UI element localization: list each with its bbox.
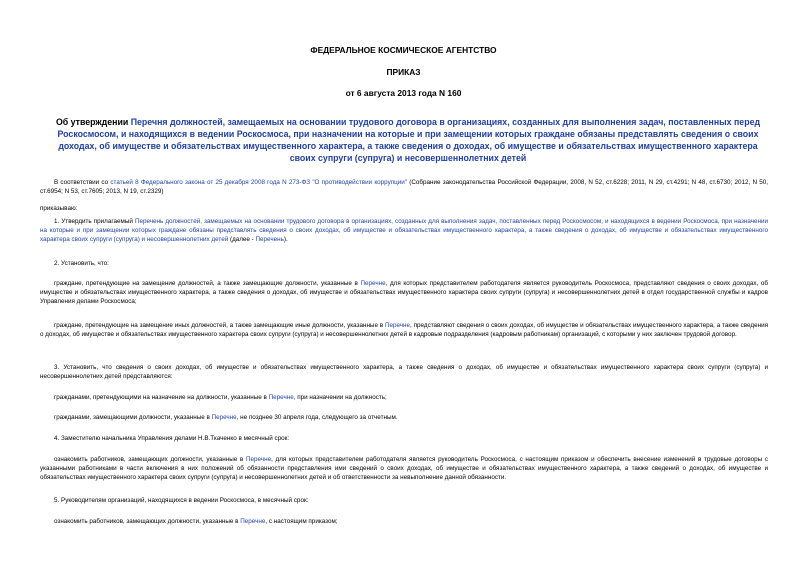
prikazyvayu-text: приказываю: [40,205,78,212]
p1-text-1: 1. Утвердить прилагаемый [54,218,135,225]
paragraph-3: 3. Установить, что сведения о своих доходах, об имуществе и обязательствах имущественного характера, а также сведения о доходах, об имуществе и обязательствах имущественного характера своих супруги (супруга) и несовершеннолетних детей представляются: [40,364,768,380]
p1-perechen-short-link[interactable]: Перечень [255,235,284,243]
p2b-text-2: , представляют сведения о своих доходах, об имуществе и обязательствах имущественного характера, а также сведения о доходах, об имуществе и обязательствах имущественного характера своих супруги (супруга) и несовершеннолетних детей в кадровые подразделения (кадровым работникам) организаций, с которыми у них заключен трудовой договор. [40,322,768,338]
paragraph-5a [40,518,768,527]
p3a-text-2: , при назначении на должность; [293,394,387,401]
p5a-text-1: ознакомить работников, замещающих должности, указанные в [54,518,241,525]
paragraph-2a [40,280,768,307]
paragraph-4: 4. Заместителю начальника Управления делами Н.В.Ткаченко в месячный срок: [54,435,290,442]
paragraph-2b [40,322,768,340]
paragraph-3b [40,414,768,423]
p4a-perechne-link[interactable]: Перечне [245,456,272,463]
paragraph-1 [40,218,768,245]
intro-text-2: (Собрание законодательства Российской Федерации, 2008, N 52, ст.6228; 2011, N 29, ст.4291; N 48, ст.6730; 2012, N 50, ст.6954; N 53, ст.7605; 2013, N 19, ст.2329) [40,179,768,195]
p3b-text-2: , не позднее 30 апреля года, следующего за отчетным. [236,414,398,421]
paragraph-3a [40,394,768,403]
title-prefix: Об утверждении [55,117,131,127]
p4a-text-1: ознакомить работников, замещающих должности, указанные в [54,456,246,463]
p2b-text-1: граждане, претендующие на замещение иных должностей, а также замещающие иные должности, указанные в [54,322,385,329]
p1-perechen-link[interactable]: Перечень должностей, замещаемых на основании трудового договора в организациях, созданных для выполнения задач, поставленных перед Роскосмосом, и находящихся в ведении Роскосмоса, при назначении на которые и при замещении которых граждане обязаны представлять сведения о своих доходах, об имуществе и обязательствах имущественного характера, а также сведения о доходах, об имуществе и обязательствах имущественного характера своих супруги (супруга) и несовершеннолетних детей [40,218,769,243]
paragraph-5: 5. Руководителям организаций, находящихся в ведении Роскосмоса, в месячный срок: [54,497,309,504]
p2a-text-1: граждане, претендующие на замещение должностей, а также замещающие должности, указанные в [54,280,361,287]
document-title [52,116,764,164]
p3b-perechne-link[interactable]: Перечне [211,414,237,421]
p2a-text-2: , для которых представителем работодателя является руководитель Роскосмоса, представляют сведения о своих доходах, об имуществе и обязательствах имущественного характера, а также сведения о доходах, об имуществе и обязательствах имущественного характера своих супруги (супруга) и несовершеннолетних детей в отдел государственной службы и кадров Управления делами Роскосмоса; [40,280,769,305]
p4a-text-2: , для которых представителем работодателя является руководитель Роскосмоса, с настоящим приказом и обеспечить внесение изменений в трудовые договоры с указанными работниками в части включения в них положений об обязанности представления ими сведений о своих доходах, об имуществе и обязательствах имущественного характера, а также сведений о доходах, об имуществе и обязательствах имущественного характера своих супруги (супруга) и несовершеннолетних детей и об ответственности за невыполнение данной обязанности. [40,456,768,481]
p3a-text-1: гражданами, претендующими на назначение на должности, указанные в [54,394,269,401]
p5a-perechne-link[interactable]: Перечне [240,518,266,525]
intro-text-1: В соответствии со [54,179,111,186]
doc-type-heading: ПРИКАЗ [386,67,421,77]
title-link[interactable]: Перечня должностей, замещаемых на основании трудового договора в организациях, созданных для выполнения задач, поставленных перед Роскосмосом, и находящихся в ведении Роскосмоса, при назначении на которые и при замещении которых граждане обязаны представлять сведения о своих доходах, об имуществе и обязательствах имущественного характера, а также сведения о доходах, об имуществе и обязательствах имущественного характера своих супруги (супруга) и несовершеннолетних детей [57,117,761,163]
date-number-heading: от 6 августа 2013 года N 160 [345,88,462,98]
agency-heading: ФЕДЕРАЛЬНОЕ КОСМИЧЕСКОЕ АГЕНТСТВО [310,45,497,55]
paragraph-2: 2. Установить, что: [54,260,109,267]
p1-text-3: ). [283,235,288,243]
p3a-perechne-link[interactable]: Перечне [268,394,294,401]
p5a-text-2: , с настоящим приказом; [265,518,338,525]
paragraph-4a [40,456,768,483]
intro-law-link[interactable]: статьей 8 Федерального закона от 25 декабря 2008 года N 273-ФЗ "О противодействии коррупции" [110,179,408,186]
p3b-text-1: гражданами, замещающими должности, указанные в [54,414,212,421]
p1-text-2: (далее - [228,235,256,243]
p2a-perechne-link[interactable]: Перечне [360,280,386,287]
intro-paragraph [40,179,768,197]
p2b-perechne-link[interactable]: Перечне [384,322,411,329]
